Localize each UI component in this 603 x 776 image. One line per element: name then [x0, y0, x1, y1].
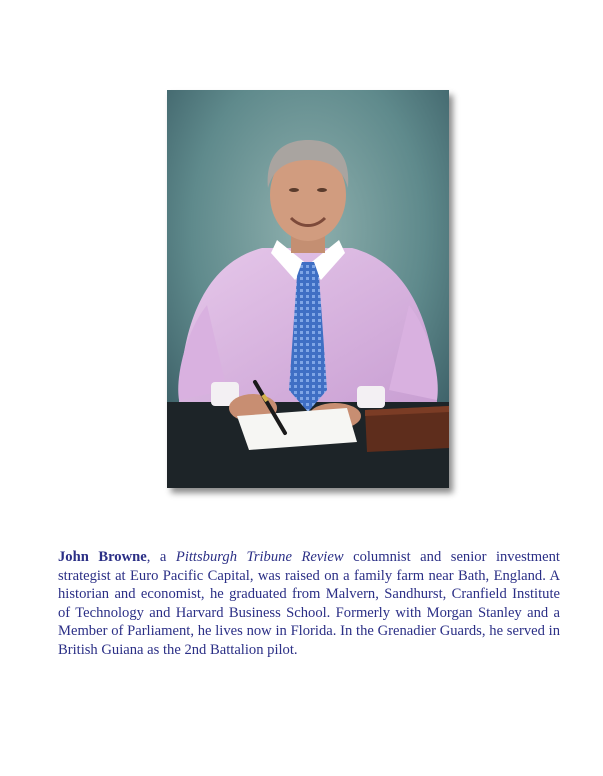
bio-connector: , a [146, 549, 176, 565]
publication-name: Pittsburgh Tribune Review [175, 549, 344, 565]
author-bio [58, 548, 560, 660]
author-name: John Browne [58, 549, 147, 565]
author-portrait-photo [167, 90, 449, 488]
bio-body: columnist and senior investment strategist at Euro Pacific Capital, was raised on a family farm near Bath, England. A historian and economist, he graduated from Malvern, Sandhurst, Cranfield Institute of Technology and Harvard Business School. Formerly with Morgan Stanley and a Member of Parliament, he lives now in Florida. In the Grenadier Guards, he served in British Guiana as the 2nd Battalion pilot. [58, 549, 560, 658]
